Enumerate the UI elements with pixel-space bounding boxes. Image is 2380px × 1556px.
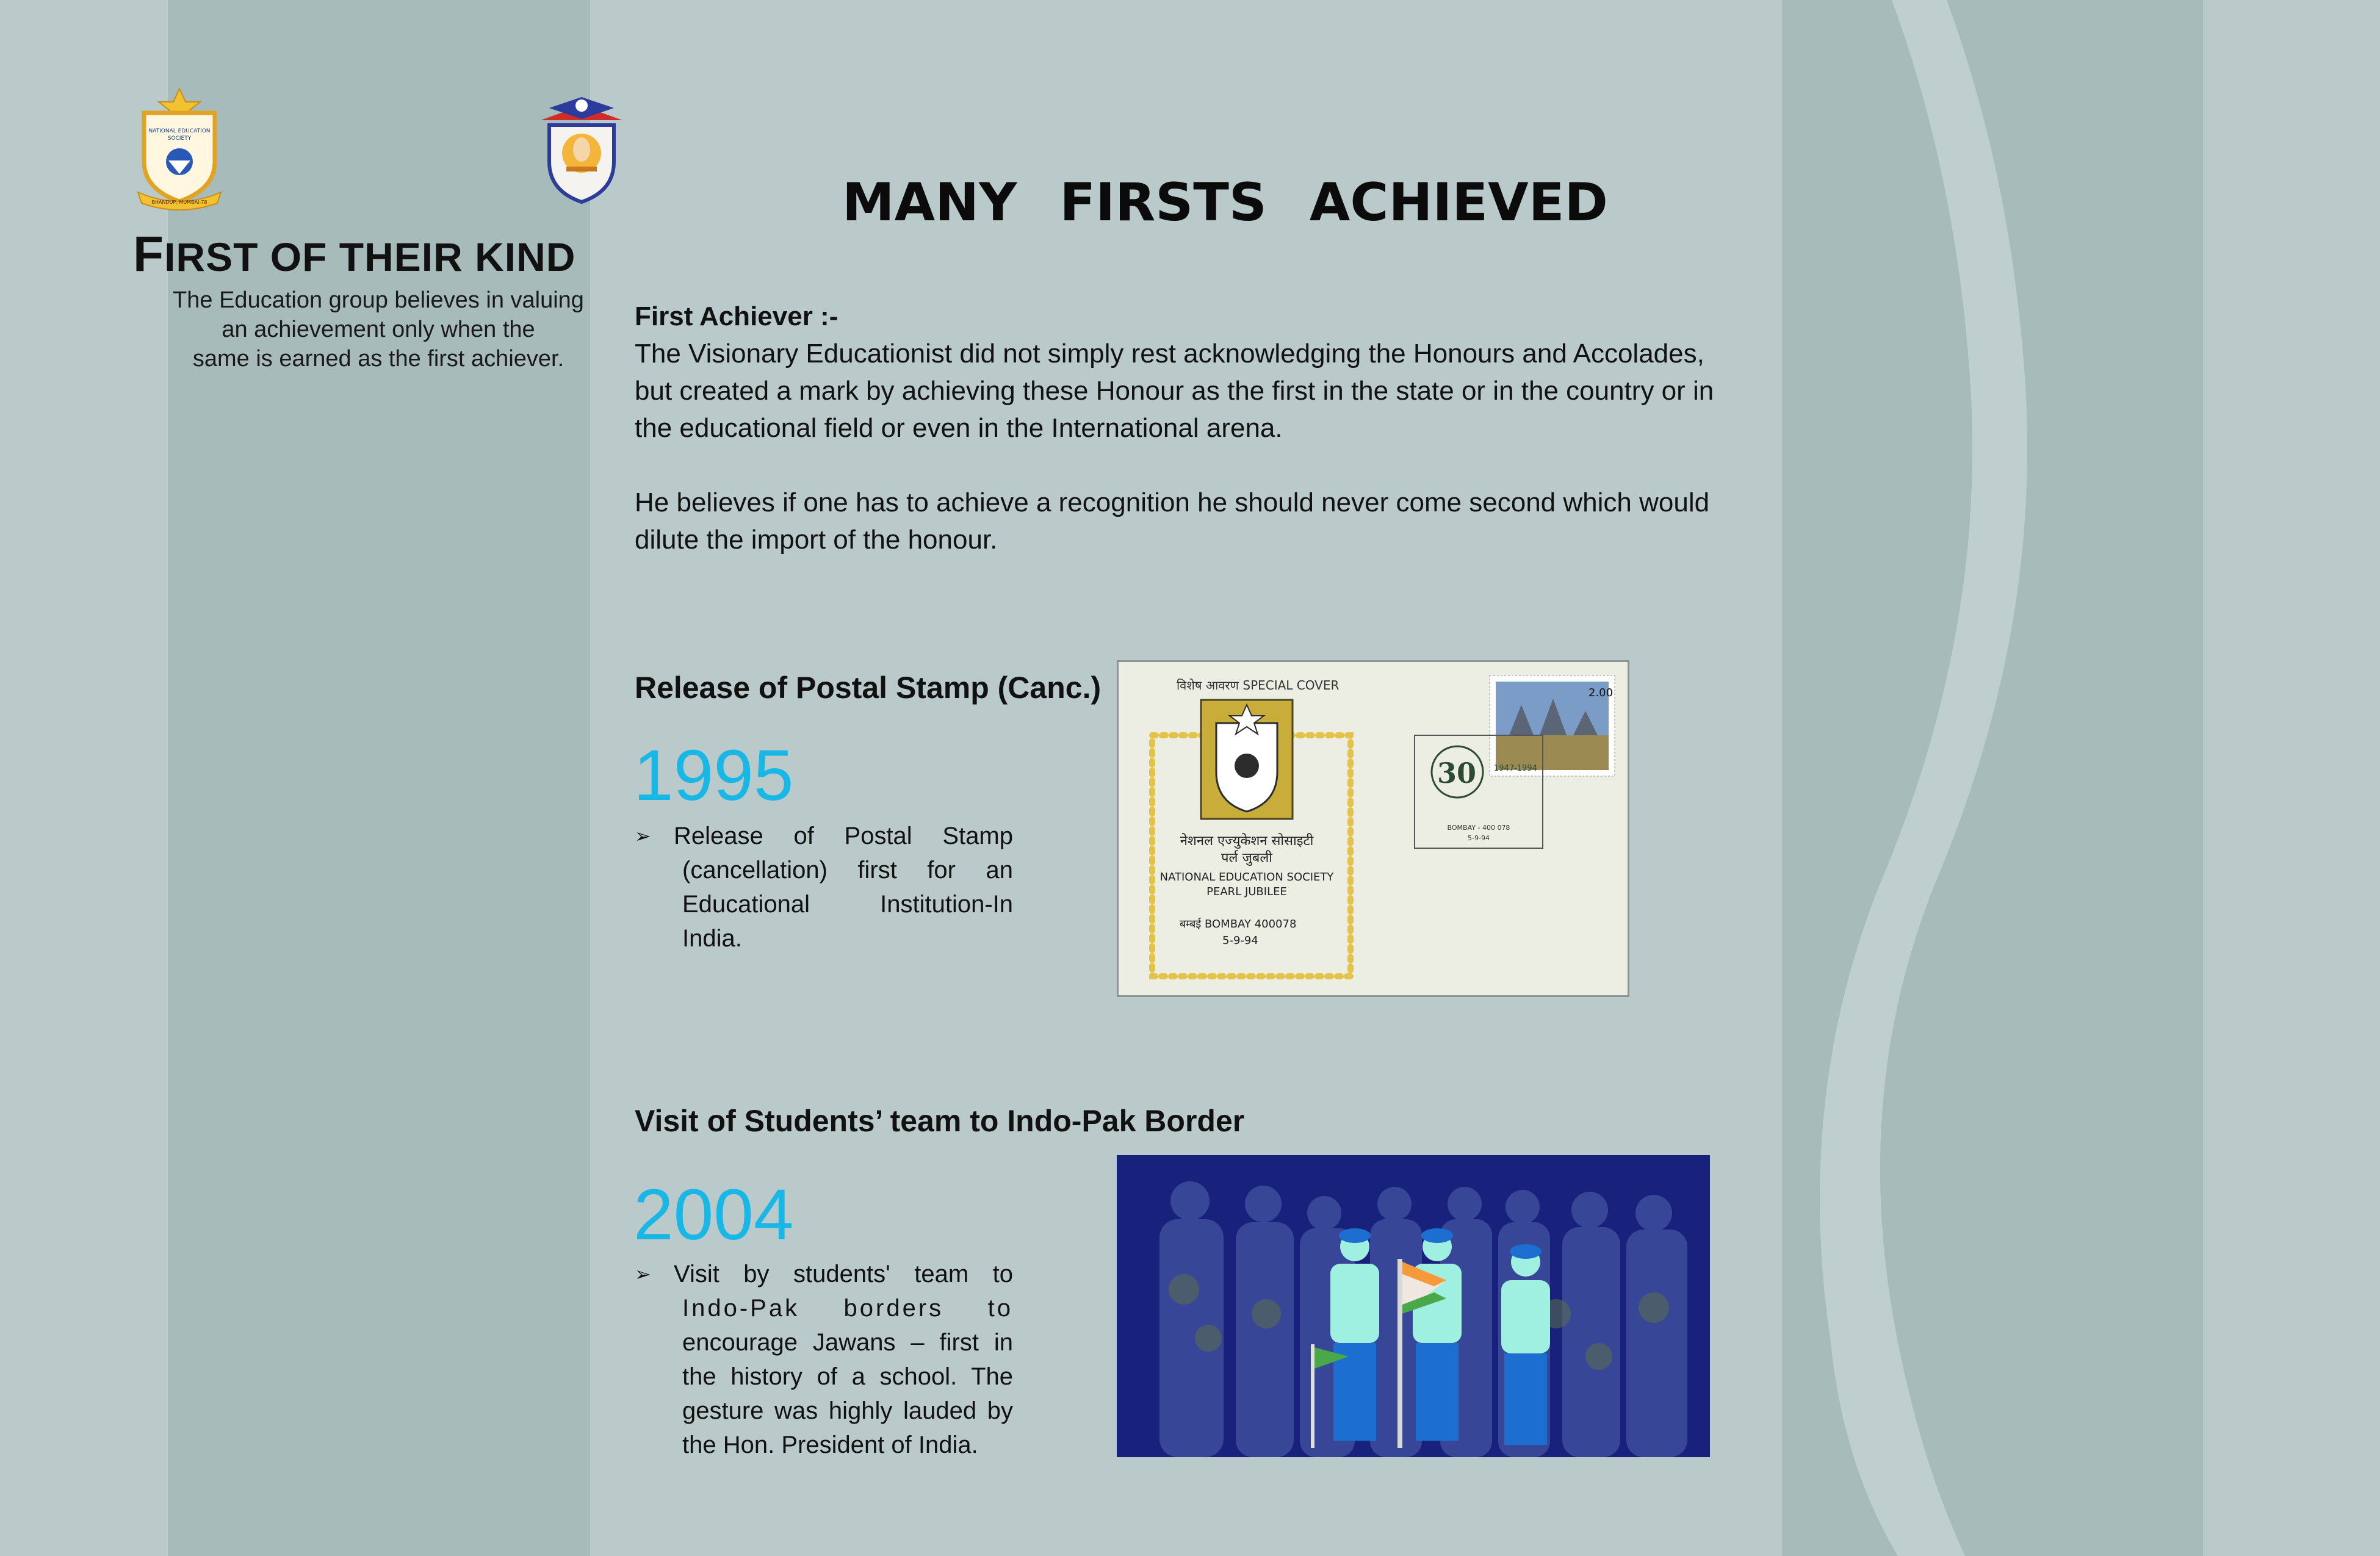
bullet-line: the history of a school. The: [682, 1363, 1013, 1390]
sidebar-title-initial: F: [133, 226, 165, 282]
bullet-postal-stamp: [635, 819, 1013, 956]
bullet-line: Visit by students' team to: [674, 1261, 1013, 1288]
stamp-cover-graphic: [1119, 662, 1628, 995]
year-2004: 2004: [633, 1175, 794, 1255]
school-crest-logo: [536, 95, 627, 204]
intro-paragraph-2: He believes if one has to achieve a recognition he should never come second which would dilute the import of the honour.: [635, 488, 1710, 555]
cover-english-line-2: PEARL JUBILEE: [1206, 885, 1287, 898]
cancel-number: 30: [1437, 757, 1477, 790]
bullet-line: encourage Jawans – first in: [682, 1329, 1013, 1356]
bullet-line: Indo-Pak borders to: [682, 1295, 1013, 1322]
sidebar-subtitle-line: an achievement only when the: [222, 317, 535, 342]
cancel-date: 5-9-94: [1468, 834, 1490, 842]
bullet-line: gesture was highly lauded by: [682, 1397, 1013, 1424]
section-heading-border-visit: Visit of Students’ team to Indo-Pak Border: [635, 1104, 1245, 1138]
sidebar-subtitle: [153, 286, 604, 373]
intro-paragraph-1: The Visionary Educationist did not simply rest acknowledging the Honours and Accolades, but created a mark by achieving these Honour as the first in the state or in the country or in the educational field or even in the International arena.: [635, 339, 1714, 443]
bullet-border-visit: [635, 1257, 1013, 1462]
cover-hindi-line-2: पर्ल जुबली: [1221, 851, 1272, 866]
logo-text-2: SOCIETY: [167, 135, 192, 142]
stamp-value: 2.00: [1588, 686, 1614, 699]
sidebar-subtitle-line: same is earned as the first achiever.: [192, 346, 564, 372]
cover-header: विशेष आवरण SPECIAL COVER: [1177, 678, 1340, 693]
sidebar-title-rest: IRST OF THEIR KIND: [164, 234, 576, 279]
bullet-line: Release of Postal Stamp: [674, 823, 1013, 849]
arrow-bullet-icon: ➢: [635, 1263, 651, 1285]
cancel-years: 1947-1994: [1494, 764, 1537, 773]
cancel-city: BOMBAY - 400 078: [1447, 824, 1510, 832]
nes-logo: [132, 88, 227, 211]
cover-date: 5-9-94: [1222, 934, 1258, 947]
border-visit-photo: [1117, 1155, 1710, 1457]
bullet-line: Educational Institution-In: [682, 891, 1013, 918]
border-visit-photo-graphic: [1117, 1155, 1710, 1457]
cover-place: बम्बई BOMBAY 400078: [1180, 918, 1297, 931]
cover-hindi-line-1: नेशनल एज्युकेशन सोसाइटी: [1180, 834, 1314, 849]
intro-section: [635, 298, 1733, 558]
cover-english-line-1: NATIONAL EDUCATION SOCIETY: [1159, 871, 1334, 884]
page-title: MANY FIRSTS ACHIEVED: [842, 172, 1608, 233]
intro-label: First Achiever :-: [635, 301, 838, 331]
arrow-bullet-icon: ➢: [635, 825, 651, 847]
year-1995: 1995: [633, 735, 794, 816]
postal-stamp-cover-image: [1117, 660, 1629, 997]
decorative-wave: [1782, 0, 2203, 1556]
bullet-line: India.: [682, 925, 742, 952]
sidebar-title: [133, 226, 646, 283]
sidebar-subtitle-line: The Education group believes in valuing: [173, 287, 584, 313]
bullet-line: (cancellation) first for an: [682, 857, 1013, 884]
bullet-line: the Hon. President of India.: [682, 1432, 978, 1458]
section-heading-postal-stamp: Release of Postal Stamp (Canc.): [635, 671, 1102, 705]
logo-text-3: BHANDUP, MUMBAI-78: [151, 200, 207, 205]
logo-text-1: NATIONAL EDUCATION: [148, 128, 211, 134]
